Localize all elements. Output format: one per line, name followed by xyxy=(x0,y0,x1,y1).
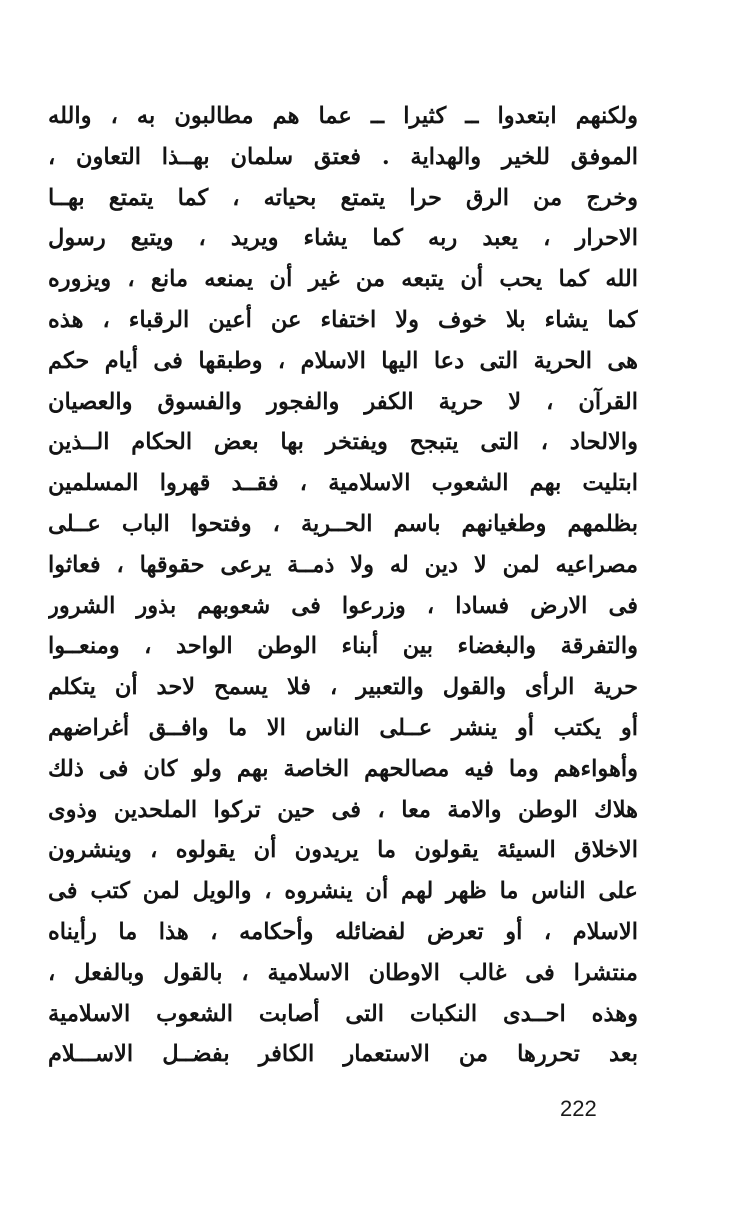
text-line: بظلمهم وطغيانهم باسم الحــرية ، وفتحوا الباب عــلى xyxy=(48,510,638,537)
text-line: وخرج من الرق حرا يتمتع بحياته ، كما يتمتع بهــا xyxy=(48,184,638,211)
text-line: الاحرار ، يعبد ربه كما يشاء ويريد ، ويتبع رسول xyxy=(48,225,638,252)
text-line: ابتليت بهم الشعوب الاسلامية ، فقــد قهروا المسلمين xyxy=(48,470,638,497)
text-line: مصراعيه لمن لا دين له ولا ذمــة يرعى حقوقها ، فعاثوا xyxy=(48,551,638,578)
text-line: والالحاد ، التى يتبجح ويفتخر بها بعض الحكام الــذين xyxy=(48,429,638,456)
text-line: الاسلام ، أو تعرض لفضائله وأحكامه ، هذا ما رأيناه xyxy=(48,918,638,945)
text-line: كما يشاء بلا خوف ولا اختفاء عن أعين الرقباء ، هذه xyxy=(48,306,638,333)
text-line: حرية الرأى والقول والتعبير ، فلا يسمح لاحد أن يتكلم xyxy=(48,674,638,701)
text-line: ولكنهم ابتعدوا ــ كثيرا ــ عما هم مطالبون به ، والله xyxy=(48,103,638,129)
text-line: بعد تحررها من الاستعمار الكافر بفضــل الاســـلام xyxy=(48,1041,638,1068)
text-line: الله كما يحب أن يتبعه من غير أن يمنعه مانع ، ويزوره xyxy=(48,266,638,293)
text-line: منتشرا فى غالب الاوطان الاسلامية ، بالقول وبالفعل ، xyxy=(48,959,638,986)
text-line: هى الحرية التى دعا اليها الاسلام ، وطبقها فى أيام حكم xyxy=(48,347,638,374)
text-line: الموفق للخير والهداية . فعتق سلمان بهــذا التعاون ، xyxy=(48,143,638,170)
text-line: وأهواءهم وما فيه مصالحهم الخاصة بهم ولو كان فى ذلك xyxy=(48,755,638,782)
page-number: 222 xyxy=(560,1096,597,1121)
text-line: والتفرقة والبغضاء بين أبناء الوطن الواحد ، ومنعــوا xyxy=(48,633,638,660)
text-line: هلاك الوطن والامة معا ، فى حين تركوا الملحدين وذوى xyxy=(48,796,638,823)
text-line: فى الارض فسادا ، وزرعوا فى شعوبهم بذور الشرور xyxy=(48,592,638,619)
body-text xyxy=(48,96,638,1075)
text-line: وهذه احــدى النكبات التى أصابت الشعوب الاسلامية xyxy=(48,1000,638,1027)
text-line: الاخلاق السيئة يقولون ما يريدون أن يقولوه ، وينشرون xyxy=(48,837,638,864)
text-line: على الناس ما ظهر لهم أن ينشروه ، والويل لمن كتب فى xyxy=(48,878,638,905)
text-line: القرآن ، لا حرية الكفر والفجور والفسوق والعصيان xyxy=(48,388,638,415)
text-line: أو يكتب أو ينشر عــلى الناس الا ما وافــق أغراضهم xyxy=(48,714,638,741)
